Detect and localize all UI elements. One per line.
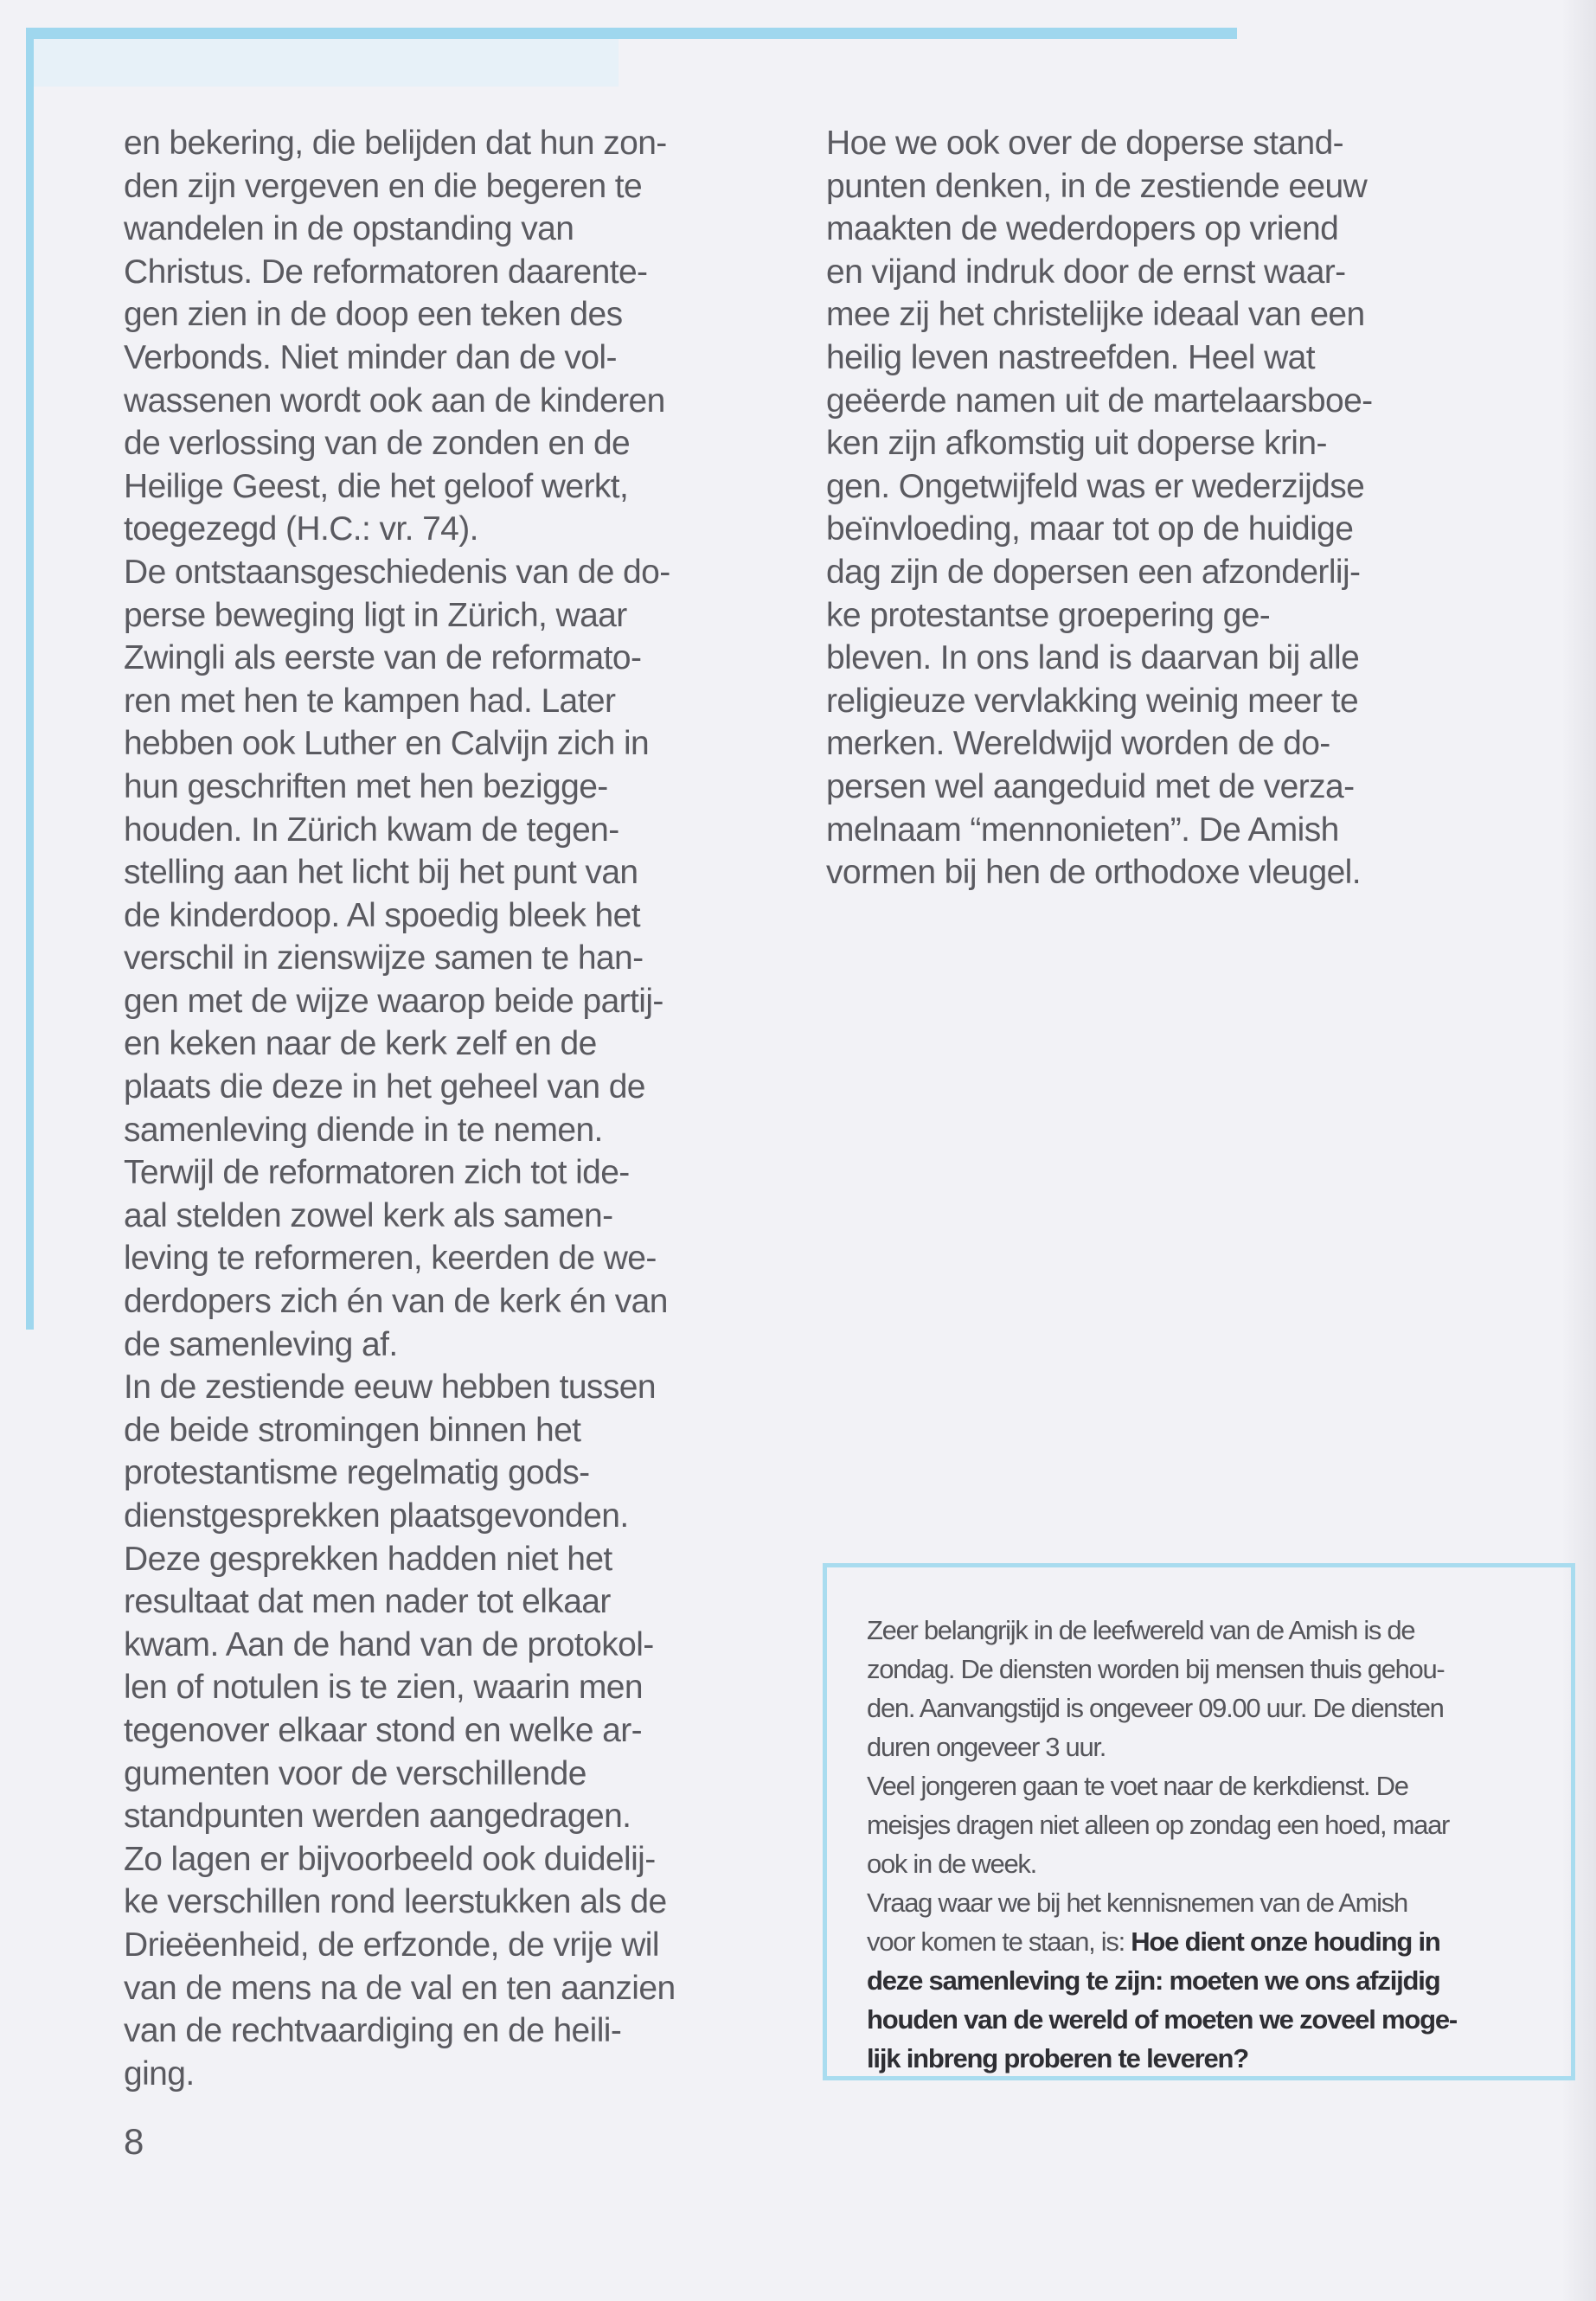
box-question-line: houden van de wereld of moeten we zoveel moge-	[867, 2004, 1458, 2035]
text-line: ken zijn afkomstig uit doperse krin-	[826, 425, 1327, 463]
box-line: ook in de week.	[867, 1849, 1036, 1879]
text-line: wassenen wordt ook aan de kinderen	[124, 381, 665, 420]
text-line: Zwingli als eerste van de reformato-	[124, 639, 642, 677]
text-line: ging.	[124, 2054, 195, 2093]
text-line: bleven. In ons land is daarvan bij alle	[826, 639, 1360, 677]
right-text-column	[826, 122, 1373, 894]
text-line: heilig leven nastreefden. Heel wat	[826, 338, 1315, 376]
box-line-regular: voor komen te staan, is:	[867, 1926, 1131, 1957]
page-number: 8	[124, 2121, 144, 2162]
text-line: Deze gesprekken hadden niet het	[124, 1540, 612, 1578]
text-line: resultaat dat men nader tot elkaar	[124, 1583, 611, 1621]
text-line: kwam. Aan de hand van de protokol-	[124, 1625, 654, 1663]
text-line: Terwijl de reformatoren zich tot ide-	[124, 1154, 630, 1192]
text-line: gumenten voor de verschillende	[124, 1754, 586, 1792]
text-line: perse beweging ligt in Zürich, waar	[124, 596, 627, 634]
text-line: religieuze vervlakking weinig meer te	[826, 682, 1359, 720]
text-line: mee zij het christelijke ideaal van een	[826, 296, 1365, 334]
text-line: persen wel aangeduid met de verza-	[826, 767, 1355, 805]
text-line: gen met de wijze waarop beide partij-	[124, 982, 663, 1020]
text-line: merken. Wereldwijd worden de do-	[826, 725, 1330, 763]
text-line: gen zien in de doop een teken des	[124, 296, 623, 334]
text-line: beïnvloeding, maar tot op de huidige	[826, 510, 1354, 548]
text-line: wandelen in de opstanding van	[124, 210, 574, 248]
box-line: Vraag waar we bij het kennisnemen van de Amish	[867, 1888, 1407, 1918]
info-box	[823, 1563, 1575, 2080]
text-line: leving te reformeren, keerden de we-	[124, 1240, 657, 1278]
box-question-line: lijk inbreng proberen te leveren?	[867, 2043, 1249, 2073]
text-line: Christus. De reformatoren daarente-	[124, 253, 648, 291]
text-line: Hoe we ook over de doperse stand-	[826, 125, 1344, 162]
text-line: Zo lagen er bijvoorbeeld ook duidelij-	[124, 1840, 656, 1878]
text-line: samenleving diende in te nemen.	[124, 1111, 603, 1149]
box-line: meisjes dragen niet alleen op zondag een hoed, maar	[867, 1810, 1450, 1840]
text-line: hebben ook Luther en Calvijn zich in	[124, 725, 650, 763]
text-line: de kinderdoop. Al spoedig bleek het	[124, 896, 640, 934]
box-question-start: Hoe dient onze houding in	[1131, 1926, 1440, 1957]
text-line: In de zestiende eeuw hebben tussen	[124, 1368, 656, 1407]
box-line	[867, 1922, 1457, 1961]
text-line: van de mens na de val en ten aanzien	[124, 1969, 676, 2007]
text-line: melnaam “mennonieten”. De Amish	[826, 811, 1339, 849]
text-line: de beide stromingen binnen het	[124, 1411, 581, 1449]
box-line: Zeer belangrijk in de leefwereld van de Amish is de	[867, 1615, 1415, 1645]
text-line: De ontstaansgeschiedenis van de do-	[124, 553, 670, 591]
top-accent-bar	[26, 28, 1237, 39]
text-line: houden. In Zürich kwam de tegen-	[124, 811, 619, 849]
text-line: dienstgesprekken plaatsgevonden.	[124, 1497, 629, 1535]
text-line: aal stelden zowel kerk als samen-	[124, 1196, 613, 1234]
text-line: punten denken, in de zestiende eeuw	[826, 167, 1368, 205]
text-line: stelling aan het licht bij het punt van	[124, 854, 638, 892]
text-line: verschil in zienswijze samen te han-	[124, 939, 644, 977]
text-line: Verbonds. Niet minder dan de vol-	[124, 338, 617, 376]
text-line: tegenover elkaar stond en welke ar-	[124, 1711, 643, 1749]
text-line: den zijn vergeven en die begeren te	[124, 167, 643, 205]
text-line: toegezegd (H.C.: vr. 74).	[124, 510, 478, 548]
text-line: standpunten werden aangedragen.	[124, 1798, 631, 1836]
text-line: hun geschriften met hen bezigge-	[124, 767, 608, 805]
text-line: gen. Ongetwijfeld was er wederzijdse	[826, 467, 1365, 505]
info-box-text	[867, 1611, 1457, 2078]
left-accent-bar	[26, 28, 34, 1330]
left-text-column	[124, 122, 676, 2095]
text-line: en bekering, die belijden dat hun zon-	[124, 125, 667, 162]
text-line: en keken naar de kerk zelf en de	[124, 1025, 597, 1063]
text-line: protestantisme regelmatig gods-	[124, 1454, 590, 1492]
text-line: ke verschillen rond leerstukken als de	[124, 1883, 667, 1921]
text-line: de samenleving af.	[124, 1325, 398, 1363]
text-line: ren met hen te kampen had. Later	[124, 682, 616, 720]
text-line: de verlossing van de zonden en de	[124, 425, 631, 463]
text-line: dag zijn de dopersen een afzonderlij-	[826, 553, 1361, 591]
text-line: maakten de wederdopers op vriend	[826, 210, 1339, 248]
text-line: en vijand indruk door de ernst waar-	[826, 253, 1346, 291]
header-tint-block	[34, 39, 619, 87]
box-line: duren ongeveer 3 uur.	[867, 1732, 1106, 1762]
box-line: zondag. De diensten worden bij mensen thuis gehou-	[867, 1654, 1445, 1684]
box-question-line: deze samenleving te zijn: moeten we ons afzijdig	[867, 1965, 1440, 1996]
text-line: Heilige Geest, die het geloof werkt,	[124, 467, 629, 505]
box-line: Veel jongeren gaan te voet naar de kerkdienst. De	[867, 1771, 1408, 1801]
text-line: ke protestantse groepering ge-	[826, 596, 1271, 634]
text-line: derdopers zich én van de kerk én van	[124, 1283, 668, 1321]
text-line: len of notulen is te zien, waarin men	[124, 1669, 643, 1707]
text-line: geëerde namen uit de martelaarsboe-	[826, 381, 1373, 420]
text-line: vormen bij hen de orthodoxe vleugel.	[826, 854, 1361, 892]
text-line: Drieëenheid, de erfzonde, de vrije wil	[124, 1926, 659, 1964]
text-line: van de rechtvaardiging en de heili-	[124, 2012, 622, 2050]
box-line: den. Aanvangstijd is ongeveer 09.00 uur. De diensten	[867, 1693, 1444, 1723]
text-line: plaats die deze in het geheel van de	[124, 1068, 645, 1106]
